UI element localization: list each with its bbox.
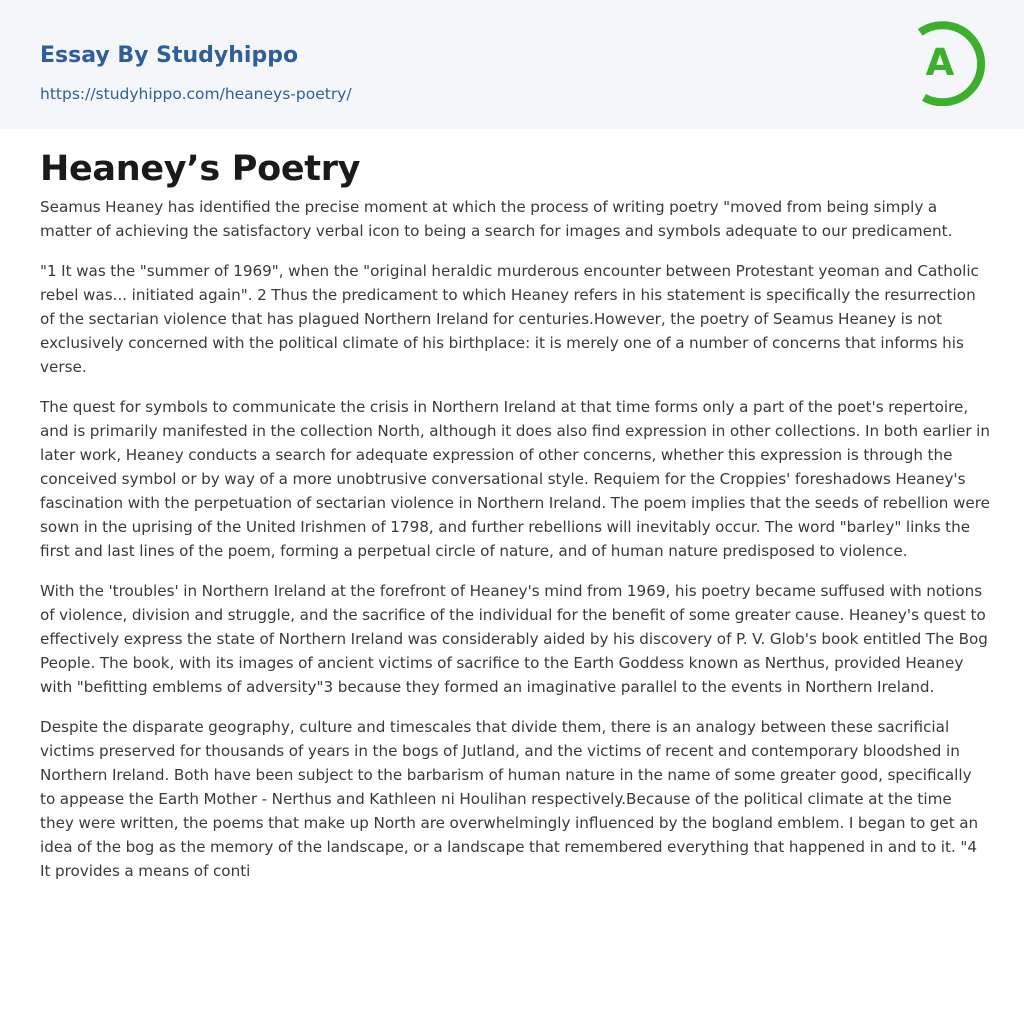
page-title: Heaney’s Poetry (40, 149, 361, 189)
site-header (0, 0, 1024, 129)
essay-paragraph: "1 It was the "summer of 1969", when the "original heraldic murderous encounter between Protestant yeoman and Catholic rebel was... initiated again". 2 Thus the predicament to which Heaney refers in his statement is specifically the resurrection of the sectarian violence that has plagued Northern Ireland for centuries.However, the poetry of Seamus Heaney is not exclusively concerned with the political climate of his birthplace: it is merely one of a number of concerns that informs his verse. (40, 262, 979, 376)
essay-paragraph: Seamus Heaney has identified the precise moment at which the process of writing poetry "moved from being simply a matter of achieving the satisfactory verbal icon to being a search for images and symbols adequate to our predicament. (40, 198, 953, 240)
essay-paragraph: The quest for symbols to communicate the crisis in Northern Ireland at that time forms only a part of the poet's repertoire, and is primarily manifested in the collection North, although it does also find expression in other collections. In both earlier in later work, Heaney conducts a search for adequate expression of other concerns, whether this expression is through the conceived symbol or by way of a more unobtrusive conversational style. Requiem for the Croppies' foreshadows Heaney's fascination with the perpetuation of sectarian violence in Northern Ireland. The poem implies that the seeds of rebellion were sown in the uprising of the United Irishmen of 1798, and further rebellions will inevitably occur. The word "barley" links the first and last lines of the poem, forming a perpetual circle of nature, and of human nature predisposed to violence. (40, 398, 991, 560)
essay-paragraph: With the 'troubles' in Northern Ireland at the forefront of Heaney's mind from 1969, his poetry became suffused with notions of violence, division and struggle, and the sacrifice of the individual for the benefit of some greater cause. Heaney's quest to effectively express the state of Northern Ireland was considerably aided by his discovery of P. V. Glob's book entitled The Bog People. The book, with its images of ancient victims of sacrifice to the Earth Goddess known as Nerthus, provided Heaney with "befitting emblems of adversity"3 because they formed an imaginative parallel to the events in Northern Ireland. (40, 582, 988, 696)
essay-paragraph: Despite the disparate geography, culture and timescales that divide them, there is an analogy between these sacrificial victims preserved for thousands of years in the bogs of Jutland, and the victims of recent and contemporary bloodshed in Northern Ireland. Both have been subject to the barbarism of human nature in the name of some greater good, specifically to appease the Earth Mother - Nerthus and Kathleen ni Houlihan respectively.Because of the political climate at the time they were written, the poems that make up North are overwhelmingly influenced by the bogland emblem. I began to get an idea of the bog as the memory of the landscape, or a landscape that remembered everything that happened in and to it. "4 It provides a means of conti (40, 718, 979, 880)
essay-url-link[interactable]: https://studyhippo.com/heaneys-poetry/ (40, 85, 352, 103)
essay-content (40, 146, 990, 899)
logo-letter: A (925, 41, 955, 84)
brand-title: Essay By Studyhippo (40, 43, 299, 68)
studyhippo-logo[interactable] (912, 18, 986, 106)
